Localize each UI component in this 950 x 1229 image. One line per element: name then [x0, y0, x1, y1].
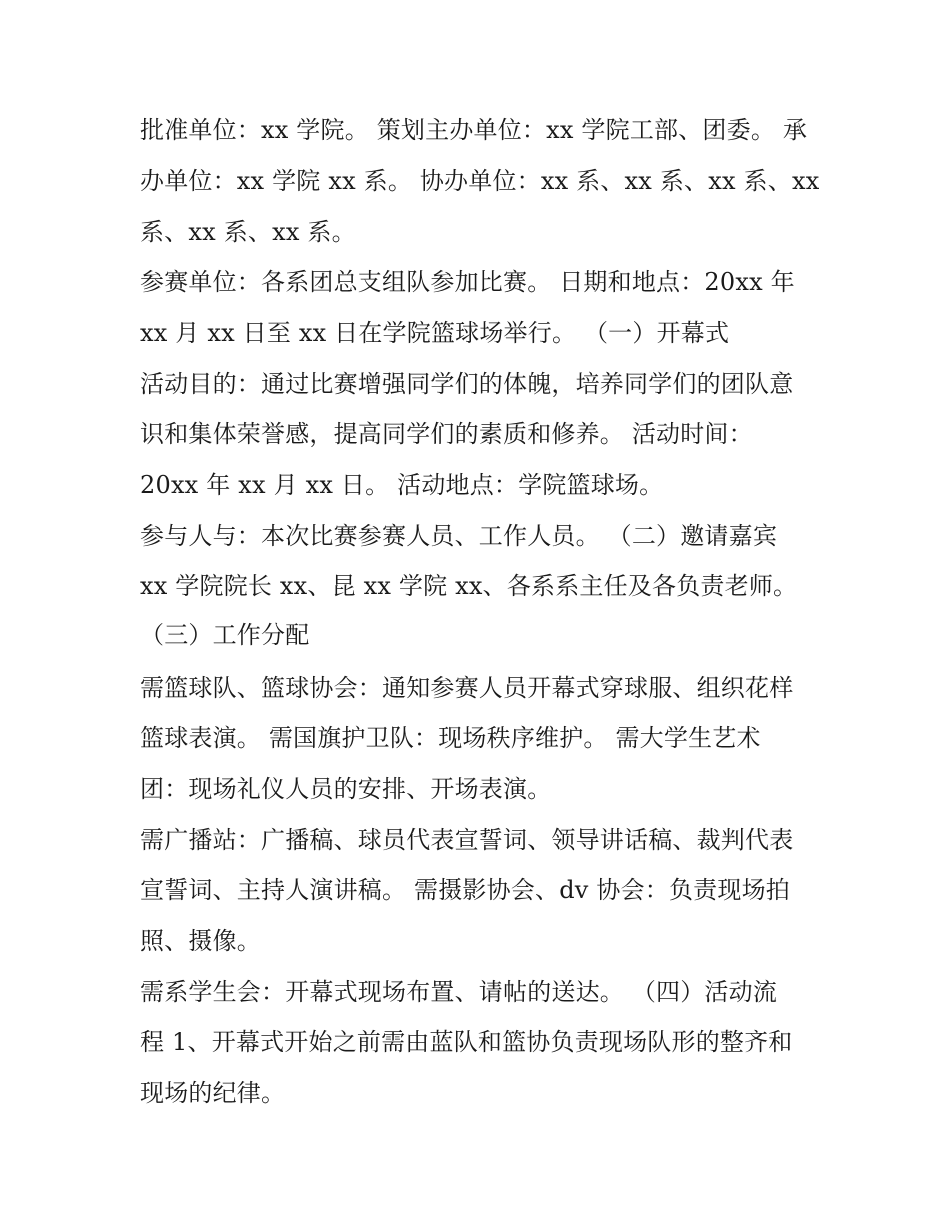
text-line-16: 宣誓词、主持人演讲稿。 需摄影协会、dv 协会：负责现场拍 — [140, 876, 790, 904]
text-line-5: xx 月 xx 日至 xx 日在学院篮球场举行。 （一）开幕式 — [140, 319, 730, 347]
text-line-11: （三）工作分配 — [140, 621, 310, 649]
text-line-14: 团：现场礼仪人员的安排、开场表演。 — [140, 775, 552, 803]
text-line-18: 需系学生会：开幕式现场布置、请帖的送达。 （四）活动流 — [140, 978, 778, 1006]
text-line-19: 程 1、开幕式开始之前需由蓝队和篮协负责现场队形的整齐和 — [140, 1028, 793, 1056]
text-line-10: xx 学院院长 xx、昆 xx 学院 xx、各系系主任及各负责老师。 — [140, 572, 798, 600]
text-line-7: 识和集体荣誉感，提高同学们的素质和修养。 活动时间： — [140, 420, 753, 448]
text-line-3: 系、xx 系、xx 系。 — [140, 218, 356, 246]
text-line-12: 需篮球队、篮球协会：通知参赛人员开幕式穿球服、组织花样 — [140, 674, 794, 702]
text-line-8: 20xx 年 xx 月 xx 日。 活动地点：学院篮球场。 — [140, 471, 664, 499]
text-line-15: 需广播站：广播稿、球员代表宣誓词、领导讲话稿、裁判代表 — [140, 826, 794, 854]
text-line-6: 活动目的：通过比赛增强同学们的体魄，培养同学们的团队意 — [140, 370, 794, 398]
text-line-20: 现场的纪律。 — [140, 1079, 286, 1107]
text-line-2: 办单位：xx 学院 xx 系。 协办单位：xx 系、xx 系、xx 系、xx — [140, 167, 820, 195]
text-line-17: 照、摄像。 — [140, 927, 261, 955]
text-line-9: 参与人与：本次比赛参赛人员、工作人员。 （二）邀请嘉宾 — [140, 522, 778, 550]
text-line-13: 篮球表演。 需国旗护卫队：现场秩序维护。 需大学生艺术 — [140, 724, 761, 752]
text-line-4: 参赛单位：各系团总支组队参加比赛。 日期和地点：20xx 年 — [140, 268, 795, 296]
text-line-1: 批准单位：xx 学院。 策划主办单位：xx 学院工部、团委。 承 — [140, 116, 808, 144]
